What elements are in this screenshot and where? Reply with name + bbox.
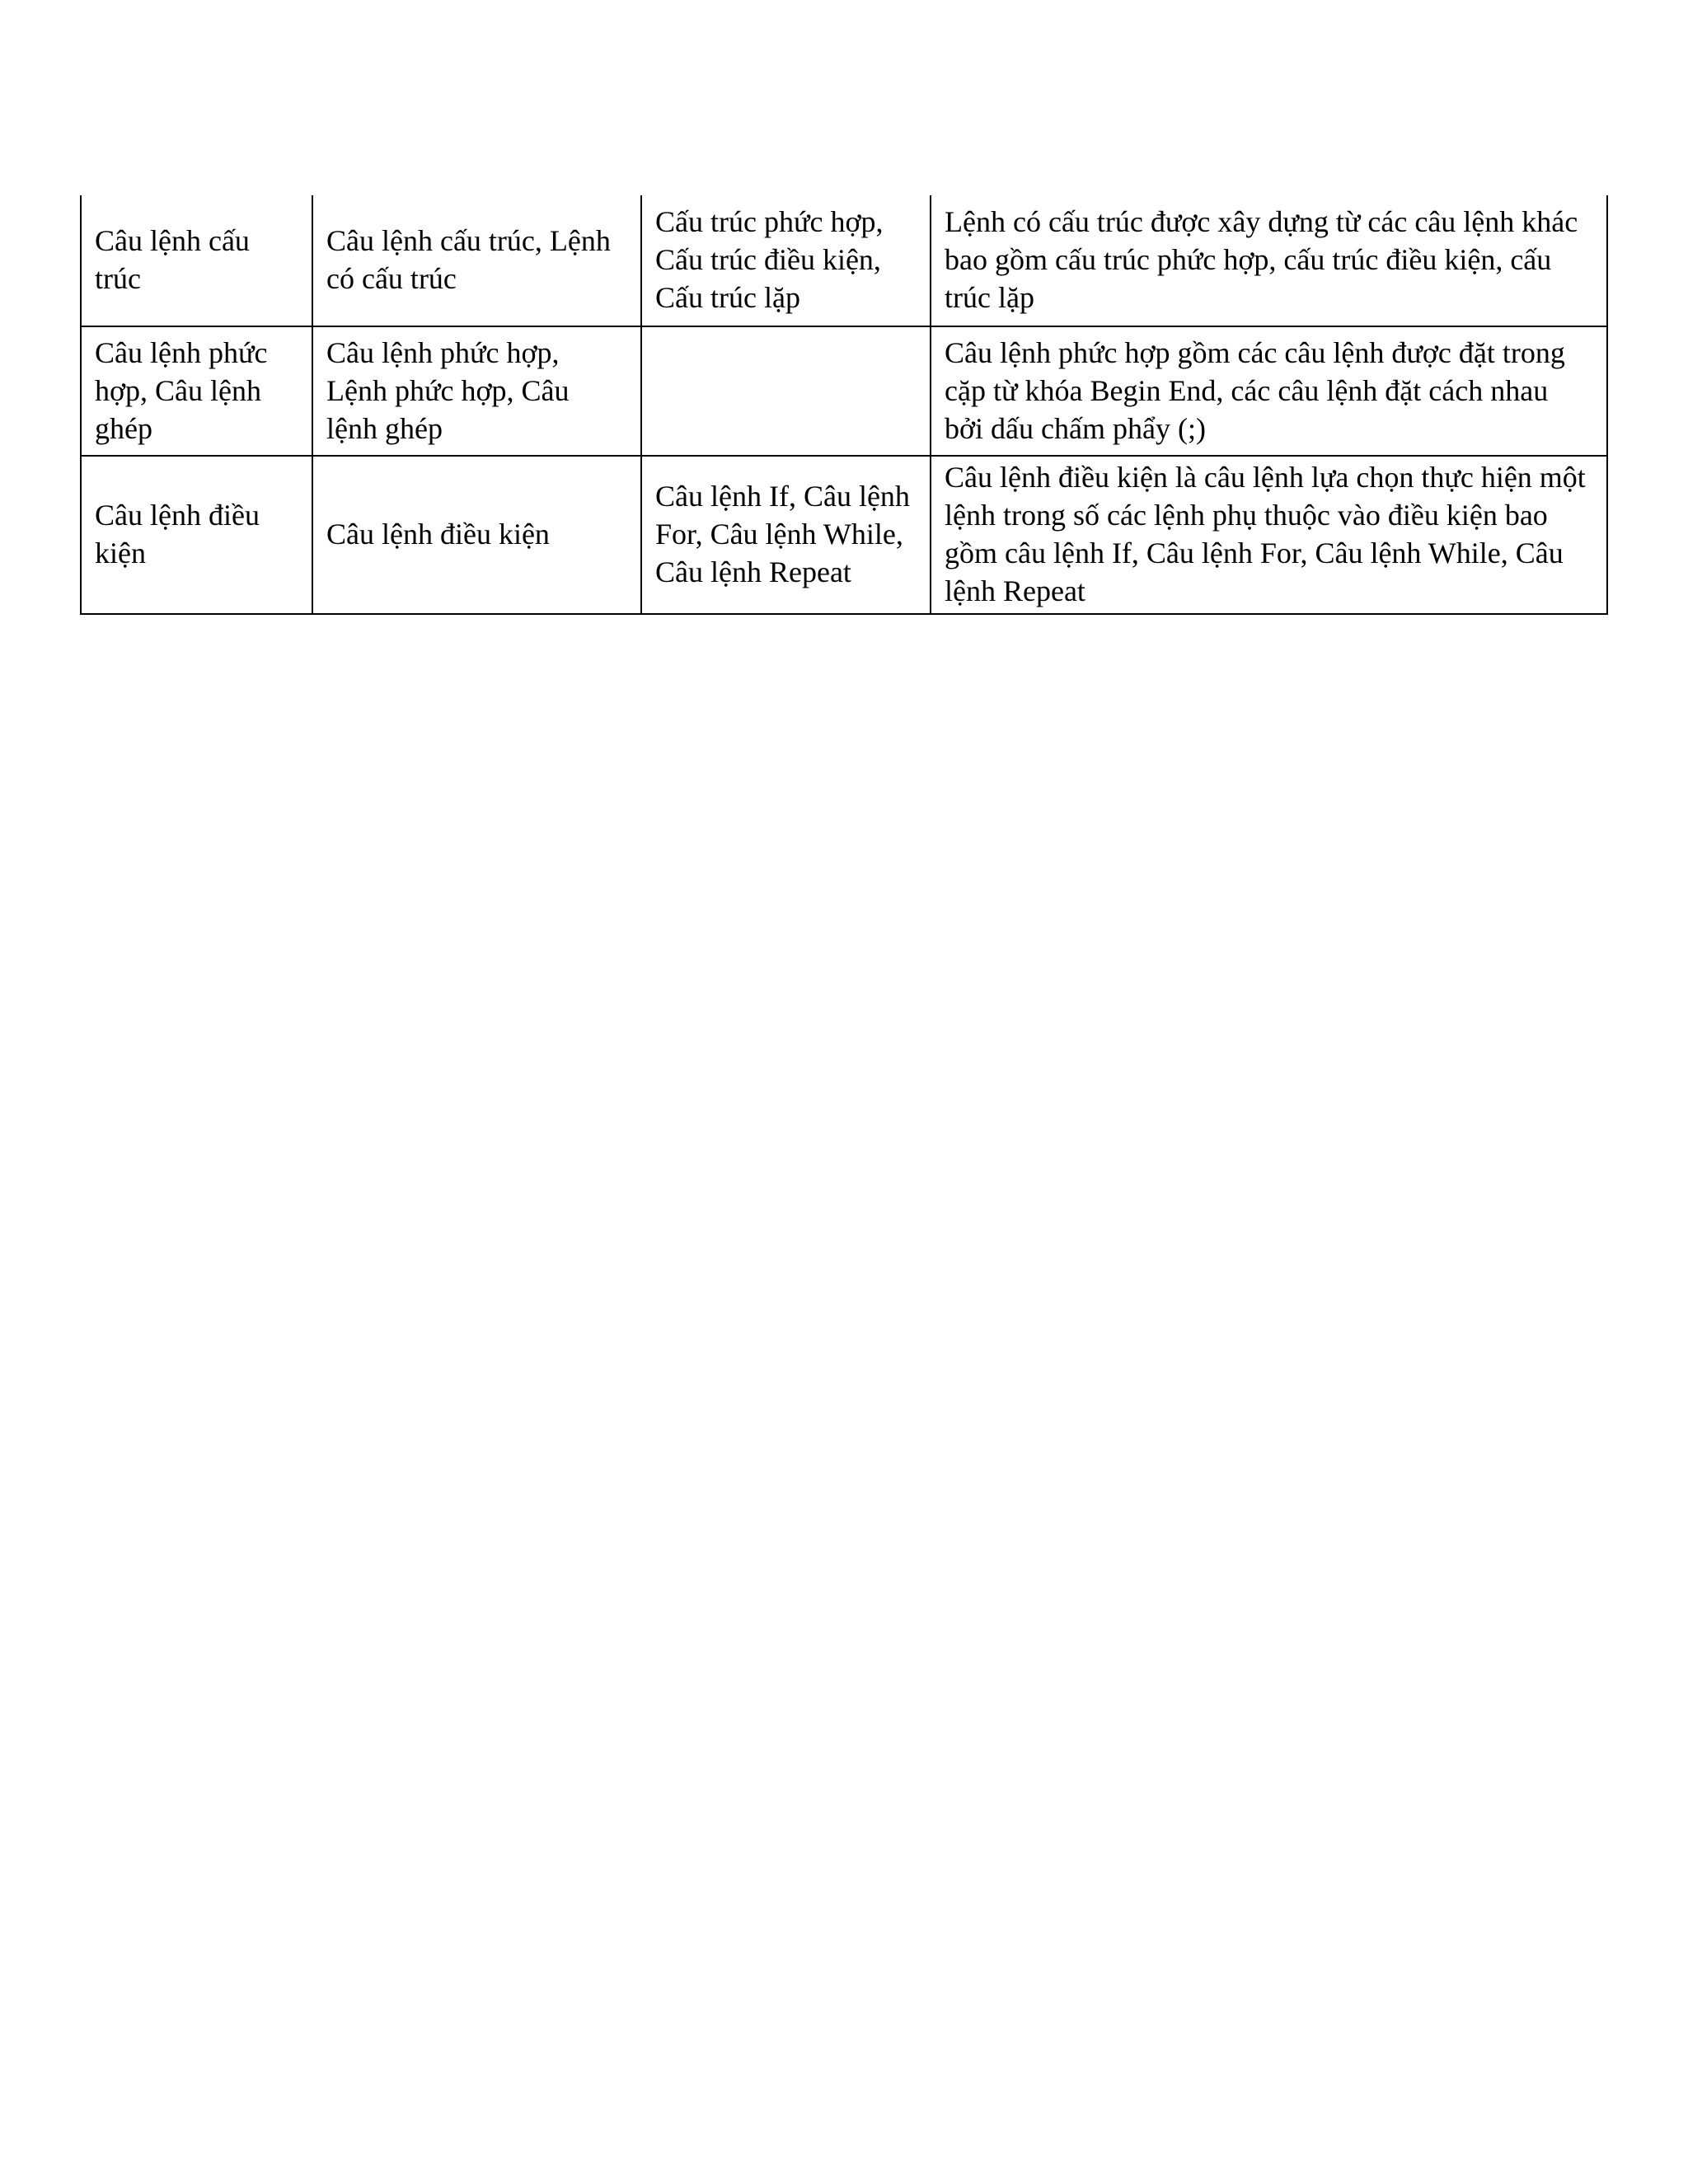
table-cell-term (81, 456, 312, 614)
terminology-table (80, 195, 1608, 615)
table-cell-definition (931, 195, 1607, 326)
table-cell-synonyms (312, 456, 641, 614)
cell-text: Câu lệnh phức hợp, Câu lệnh ghép (95, 335, 268, 445)
table-cell-synonyms (312, 195, 641, 326)
table-row (81, 195, 1607, 326)
table-row (81, 456, 1607, 614)
cell-text: Câu lệnh phức hợp gồm các câu lệnh được đặt trong cặp từ khóa Begin End, các câu lệnh đặt cách nhau bởi dấu chấm phẩy (;) (945, 335, 1565, 445)
cell-text: Câu lệnh cấu trúc (95, 224, 250, 295)
cell-text: Câu lệnh điều kiện (95, 499, 260, 569)
table-cell-related (641, 456, 931, 614)
table-row (81, 326, 1607, 456)
table-cell-definition (931, 326, 1607, 456)
cell-text: Cấu trúc phức hợp, Cấu trúc điều kiện, Cấu trúc lặp (655, 205, 884, 314)
cell-text: Lệnh có cấu trúc được xây dựng từ các câu lệnh khác bao gồm cấu trúc phức hợp, cấu trúc điều kiện, cấu trúc lặp (945, 205, 1578, 314)
cell-text: Câu lệnh cấu trúc, Lệnh có cấu trúc (326, 224, 611, 295)
table-cell-synonyms (312, 326, 641, 456)
cell-text: Câu lệnh phức hợp, Lệnh phức hợp, Câu lệnh ghép (326, 335, 570, 445)
table-cell-term (81, 195, 312, 326)
table-cell-term (81, 326, 312, 456)
table-cell-definition (931, 456, 1607, 614)
cell-text: Câu lệnh If, Câu lệnh For, Câu lệnh While, Câu lệnh Repeat (655, 480, 910, 588)
cell-text: Câu lệnh điều kiện là câu lệnh lựa chọn thực hiện một lệnh trong số các lệnh phụ thuộc vào điều kiện bao gồm câu lệnh If, Câu lệnh For, Câu lệnh While, Câu lệnh Repeat (945, 461, 1586, 607)
cell-text: Câu lệnh điều kiện (326, 518, 550, 551)
table-cell-related (641, 195, 931, 326)
table-cell-related (641, 326, 931, 456)
